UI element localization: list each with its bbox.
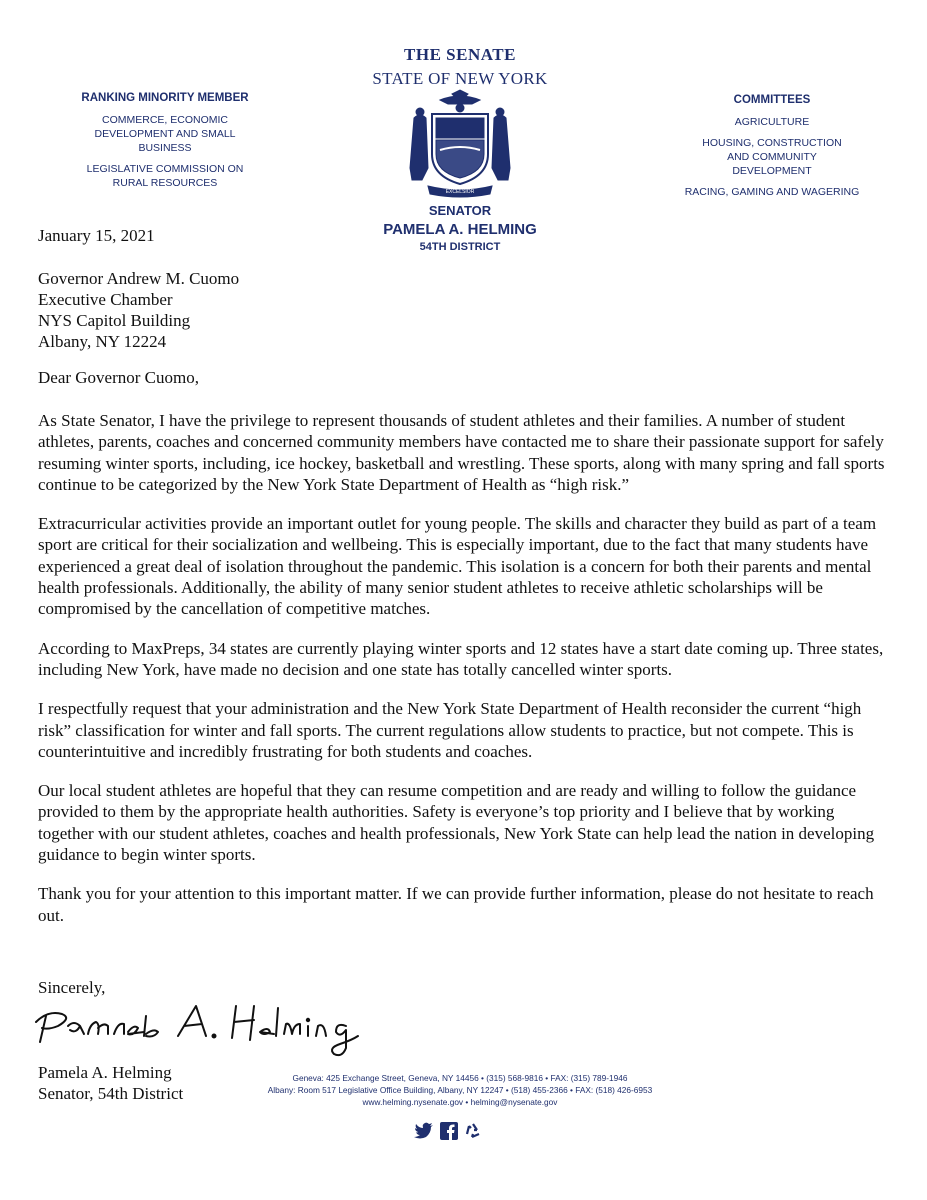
address-line: NYS Capitol Building (38, 311, 191, 330)
sender-name: Pamela A. Helming (38, 1063, 172, 1082)
right-item-3: RACING, GAMING AND WAGERING (684, 186, 860, 198)
letter-body (38, 410, 893, 944)
body-paragraph: I respectfully request that your administration and the New York State Department of Health reconsider the current “high risk” classification for winter and fall sports. The current regulations allow students to practice, but not compete. This is counterintuitive and incredibly frustrating for both students and coaches. (38, 699, 862, 761)
body-paragraph: Thank you for your attention to this important matter. If we can provide further information, please do not hesitate to reach out. (38, 884, 874, 925)
salutation: Dear Governor Cuomo, (38, 368, 199, 387)
left-item-2: LEGISLATIVE COMMISSION ON RURAL RESOURCES (86, 163, 244, 189)
facebook-icon[interactable] (440, 1122, 458, 1140)
committees-heading: COMMITTEES (733, 94, 811, 106)
recipient-address (38, 268, 239, 352)
senate-heading: THE SENATE (404, 45, 516, 64)
committees-right (672, 94, 872, 206)
body-paragraph: As State Senator, I have the privilege to represent thousands of student athletes and their families. A number of student athletes, parents, coaches and concerned community members have contacted me to share their passionate support for safely resuming winter sports, including, ice hockey, basketball and wrestling. These sports, along with many spring and fall sports continue to be categorized by the New York State Department of Health as “high risk.” (38, 411, 885, 494)
svg-text:EXCELSIOR: EXCELSIOR (445, 189, 475, 195)
sender-title: Senator, 54th District (38, 1084, 184, 1103)
right-item-2: HOUSING, CONSTRUCTION AND COMMUNITY DEVELOPMENT (702, 137, 842, 177)
ranking-member-heading: RANKING MINORITY MEMBER (81, 92, 249, 104)
signature-block (38, 1062, 183, 1104)
body-paragraph: Our local student athletes are hopeful that they can resume competition and are ready and willing to follow the guidance provided to them by the appropriate health authorities. Safety is everyone’s top priority and I believe that by working together with our student athletes, coaches and health professionals, New York State can help lead the nation in developing guidance to begin winter sports. (38, 781, 875, 865)
left-item-1: COMMERCE, ECONOMIC DEVELOPMENT AND SMALL BUSINESS (94, 114, 236, 154)
social-icons (414, 1120, 494, 1142)
senator-title: SENATOR (428, 203, 492, 218)
footer-web: www.helming.nysenate.gov • helming@nysenate.gov (362, 1097, 558, 1107)
committee-roles-left (45, 92, 285, 197)
footer-albany: Albany: Room 517 Legislative Office Building, Albany, NY 12247 • (518) 455-2366 • FAX: (518) 426-6953 (267, 1085, 653, 1095)
body-paragraph: According to MaxPreps, 34 states are currently playing winter sports and 12 states have a start date coming up. Three states, including New York, have made no decision and one state has totally cancelled winter sports. (38, 638, 884, 679)
letter-date: January 15, 2021 (38, 226, 155, 245)
recycle-icon (464, 1122, 482, 1140)
state-seal-icon (400, 88, 520, 198)
address-line: Albany, NY 12224 (38, 332, 167, 351)
letterhead-footer (200, 1072, 720, 1108)
footer-geneva: Geneva: 425 Exchange Street, Geneva, NY 14456 • (315) 568-9816 • FAX: (315) 789-1946 (292, 1073, 628, 1083)
address-line: Executive Chamber (38, 290, 173, 309)
body-paragraph: Extracurricular activities provide an important outlet for young people. The skills and character they build as part of a team sport are critical for their socialization and wellbeing. This is especially important, due to the fact that many students have experienced a great deal of isolation throughout the pandemic. This isolation is a concern for both their parents and mental health professionals. Additionally, the ability of many senior student athletes to receive athletic scholarships will be compromised by the cancellation of competitive matches. (38, 514, 877, 619)
state-heading: STATE OF NEW YORK (372, 69, 548, 88)
senator-name: PAMELA A. HELMING (383, 221, 537, 238)
handwritten-signature (28, 992, 388, 1062)
address-line: Governor Andrew M. Cuomo (38, 269, 240, 288)
district-label: 54TH DISTRICT (419, 241, 501, 253)
closing: Sincerely, (38, 978, 106, 997)
twitter-icon[interactable] (414, 1122, 434, 1140)
right-item-1: AGRICULTURE (734, 116, 810, 128)
